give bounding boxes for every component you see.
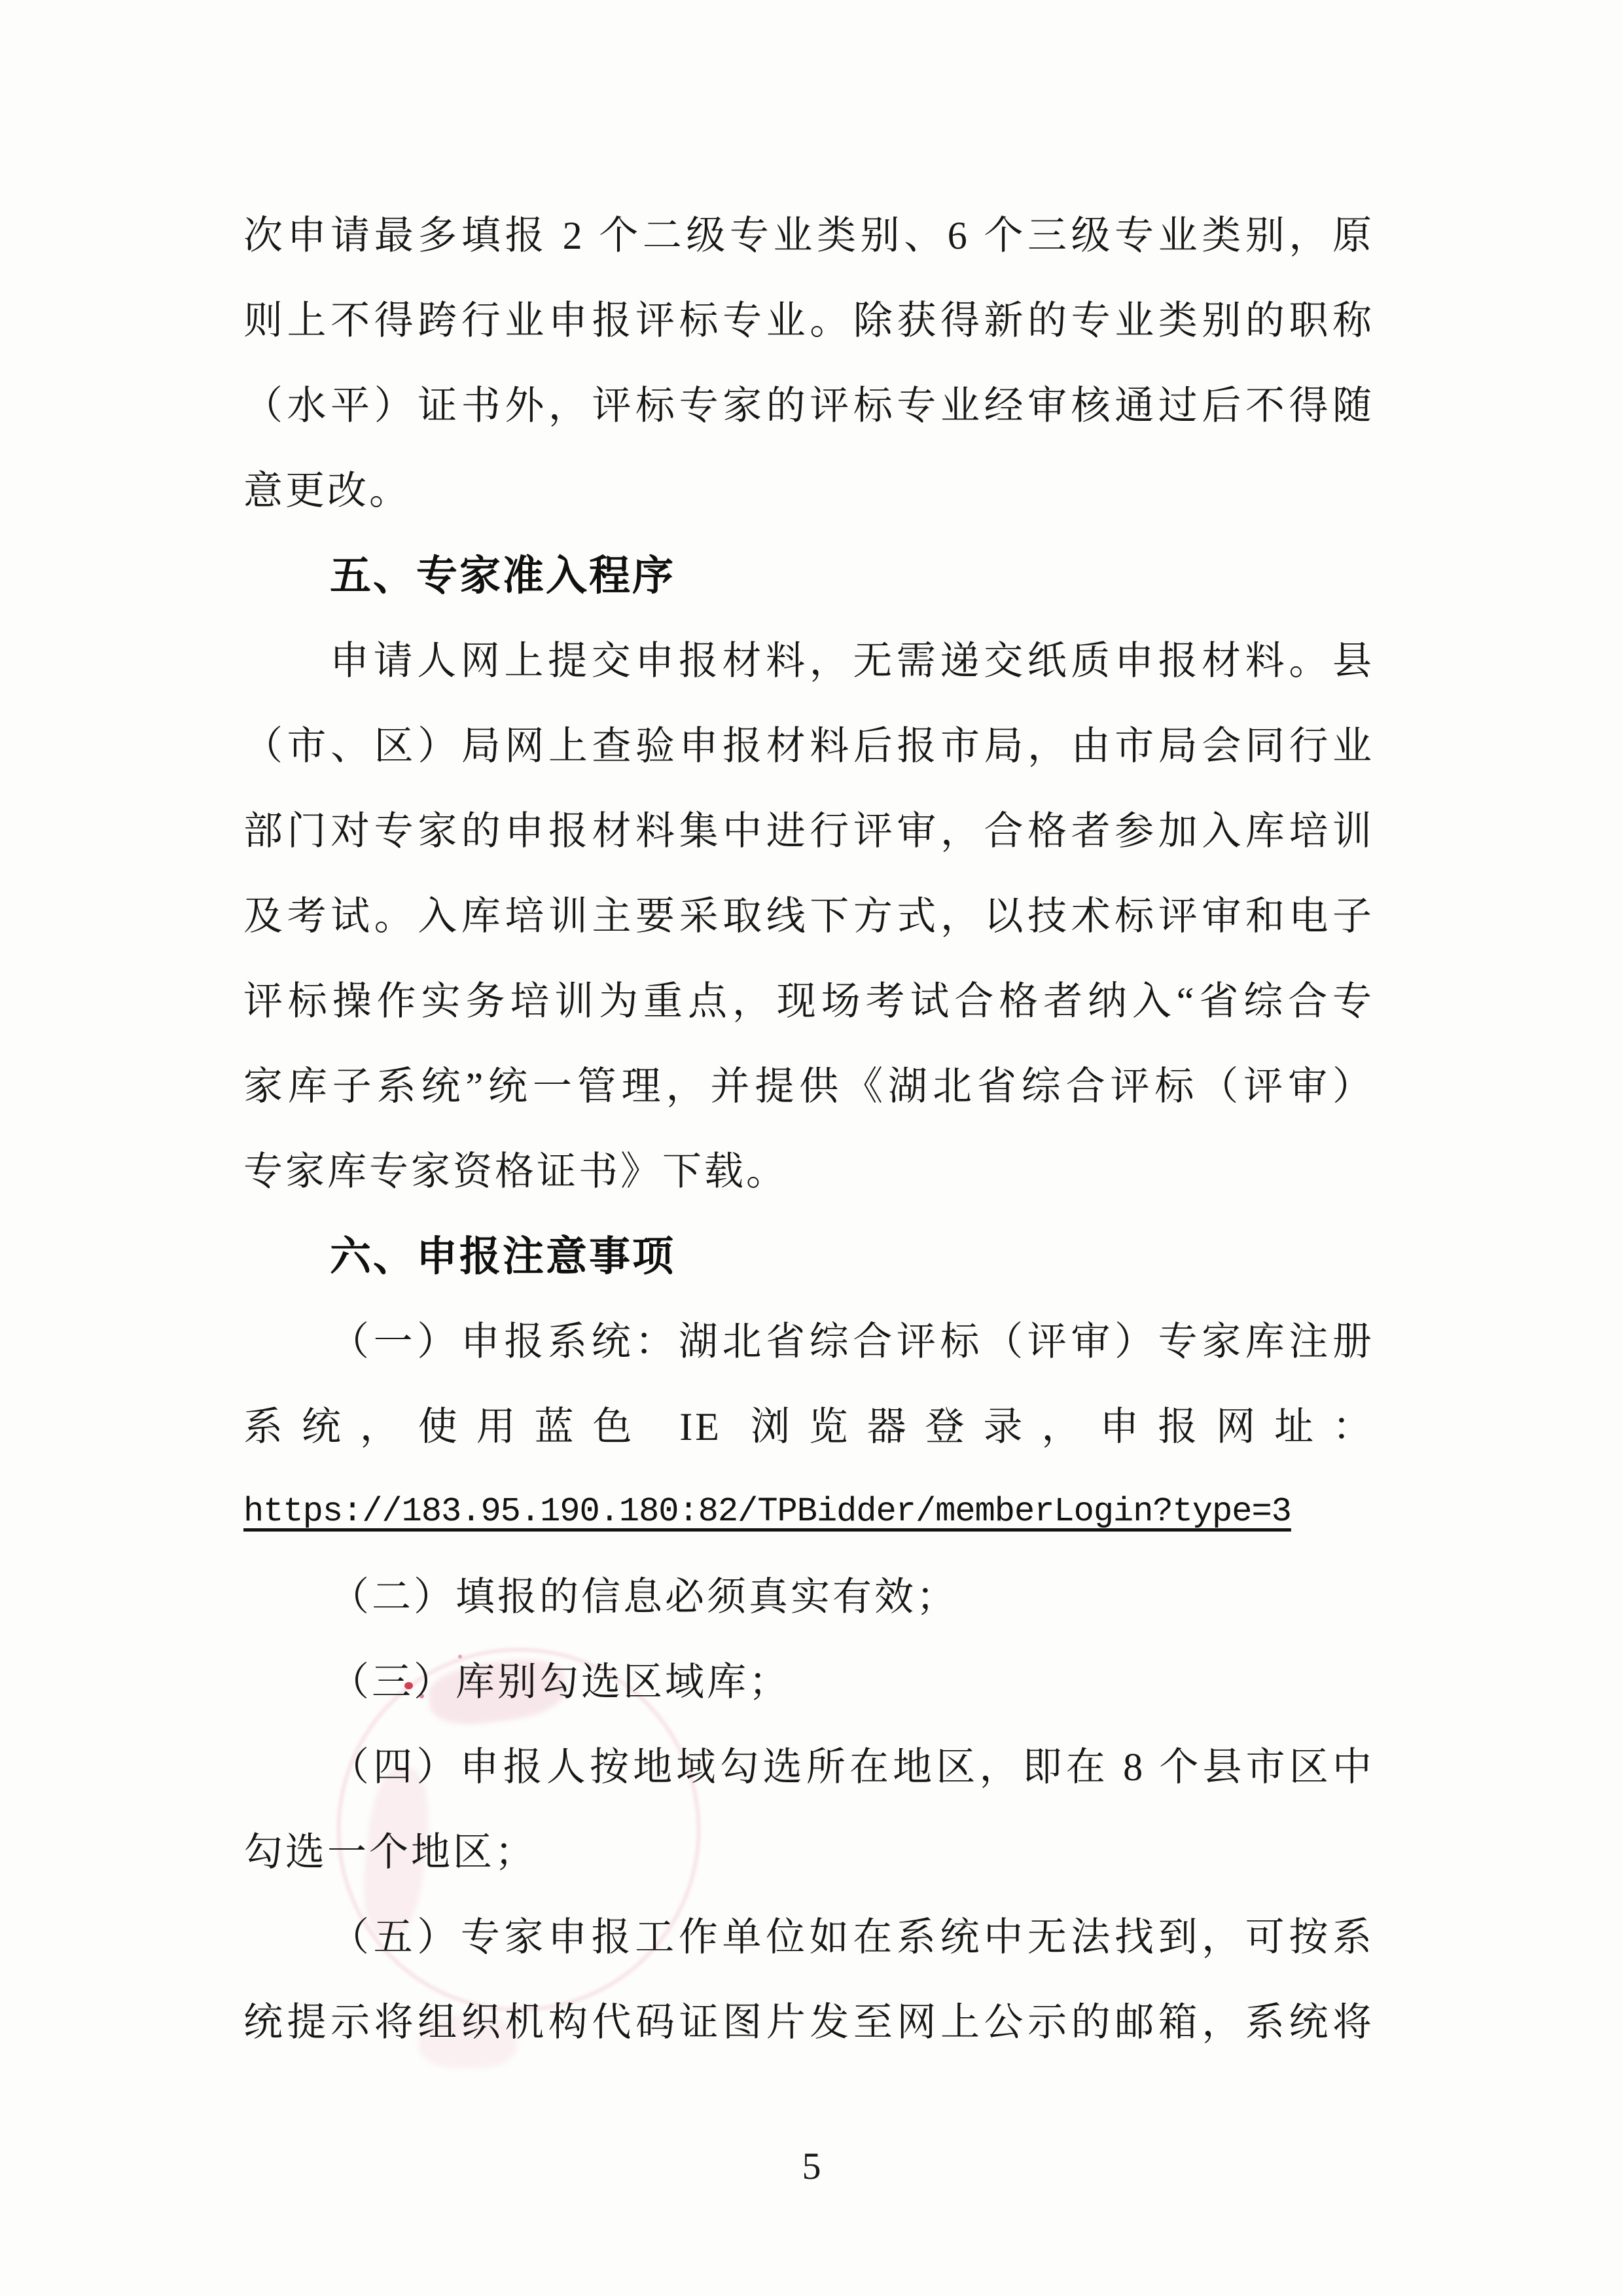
document-body: [243, 193, 1374, 2065]
paragraph-line: 次申请最多填报 2 个二级专业类别、6 个三级专业类别，原: [243, 214, 1374, 257]
note-item-2: （二）填报的信息必须真实有效；: [330, 1575, 958, 1619]
paragraph-line: （水平）证书外，评标专家的评标专业经审核通过后不得随: [243, 384, 1374, 427]
note-item-4: （四）申报人按地域勾选所在地区，即在 8 个县市区中: [330, 1746, 1374, 1789]
note-item-3: （三）库别勾选区域库；: [330, 1660, 791, 1704]
paragraph-line: 意更改。: [243, 469, 411, 512]
page-number: 5: [802, 2145, 821, 2187]
paragraph-line: 部门对专家的申报材料集中进行评审，合格者参加入库培训: [243, 810, 1374, 853]
registration-url-link[interactable]: https://183.95.190.180:82/TPBidder/memberLogin?type=3: [243, 1492, 1291, 1531]
paragraph-line: （市、区）局网上查验申报材料后报市局，由市局会同行业: [243, 725, 1374, 768]
paragraph-line: 则上不得跨行业申报评标专业。除获得新的专业类别的职称: [243, 299, 1374, 342]
paragraph-line: 勾选一个地区；: [243, 1831, 537, 1874]
note-item-5: （五）专家申报工作单位如在系统中无法找到，可按系: [330, 1916, 1374, 1959]
section-heading-5: 五、专家准入程序: [330, 553, 675, 599]
paragraph-line: 统提示将组织机构代码证图片发至网上公示的邮箱，系统将: [243, 2001, 1374, 2044]
paragraph-line: 系统，使用蓝色 IE 浏览器登录，申报网址：: [243, 1405, 1374, 1448]
paragraph-line: 家库子系统”统一管理，并提供《湖北省综合评标（评审）: [243, 1065, 1374, 1108]
paragraph-line: 及考试。入库培训主要采取线下方式，以技术标评审和电子: [243, 895, 1374, 938]
section-heading-6: 六、申报注意事项: [330, 1234, 675, 1280]
note-item-1: （一）申报系统：湖北省综合评标（评审）专家库注册: [330, 1320, 1374, 1363]
paragraph-line: 评标操作实务培训为重点，现场考试合格者纳入“省综合专: [243, 980, 1374, 1023]
paragraph-line: 申请人网上提交申报材料，无需递交纸质申报材料。县: [330, 639, 1374, 683]
paragraph-line: 专家库专家资格证书》下载。: [243, 1150, 788, 1193]
